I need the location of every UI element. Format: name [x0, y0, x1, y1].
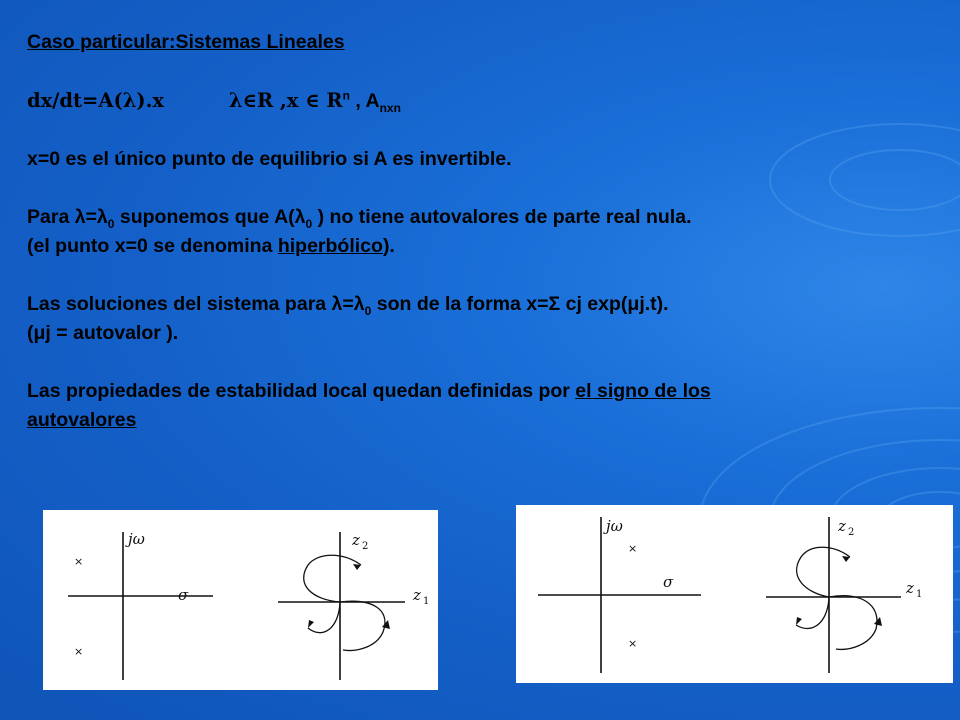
imag-axis-label-right: jω — [606, 517, 623, 535]
trajectory-3-right — [796, 597, 829, 629]
stability-pre: Las propiedades de estabilidad local quedan definidas por — [27, 380, 576, 402]
hyper-pre: (el punto x=0 se denomina — [27, 235, 278, 257]
slide-content — [27, 28, 927, 435]
equation-sub-nxn: nxn — [379, 100, 401, 115]
pole-marker-upper-left: × — [74, 555, 84, 568]
mu-definition: (μj = autovalor ). — [27, 322, 179, 344]
real-axis-label-left: σ — [178, 586, 189, 604]
z-plane-right — [766, 517, 922, 673]
figure-left-svg — [43, 510, 438, 690]
z1-sub-left: 1 — [423, 596, 430, 607]
s-plane-right — [538, 517, 701, 673]
pole-marker-lower-left: × — [74, 645, 84, 658]
para-part1: Para λ=λ — [27, 206, 108, 228]
hyper-post: ). — [382, 235, 395, 257]
system-equation — [27, 86, 927, 116]
figure-right-svg — [516, 505, 953, 683]
equilibrium-statement: x=0 es el único punto de equilibrio si A es invertible. — [27, 148, 512, 170]
solutions-form — [27, 290, 927, 319]
para-sub1: 0 — [107, 216, 115, 231]
para-part3: ) no tiene autovalores de parte real nula. — [312, 206, 692, 228]
para-sub2: 0 — [305, 216, 313, 231]
z2-label-left: z — [352, 531, 360, 549]
trajectory-3-left — [308, 602, 340, 633]
figure-left — [43, 510, 438, 690]
z2-sub-left: 2 — [362, 541, 369, 552]
real-axis-label-right: σ — [663, 573, 674, 591]
hyperbolic-definition — [27, 232, 927, 261]
pole-marker-upper-right: × — [628, 542, 638, 555]
arrowhead-1-left — [353, 564, 361, 570]
z-plane-left — [278, 531, 429, 680]
equation-sup-n: n — [342, 88, 350, 103]
equation-sep: , A — [349, 90, 380, 112]
hyperbolic-link[interactable]: hiperbólico — [277, 235, 383, 257]
arrowhead-3-right — [796, 617, 802, 625]
slide-title: Caso particular:Sistemas Lineales — [27, 31, 345, 53]
para-part2: suponemos que A(λ — [114, 206, 306, 228]
arrowhead-2-right — [874, 617, 882, 626]
figure-right — [516, 505, 953, 683]
z1-sub-right: 1 — [916, 589, 923, 600]
z1-label-left: z — [413, 586, 421, 604]
stability-link-2[interactable]: autovalores — [27, 409, 137, 431]
stability-link-1[interactable]: el signo de los — [575, 380, 711, 402]
imag-axis-label-left: jω — [128, 530, 145, 548]
arrowhead-1-right — [842, 556, 850, 562]
solutions-post: son de la forma x=Σ cj exp(μj.t). — [371, 293, 669, 315]
equation-main: dx/dt=A(λ).x — [27, 89, 165, 112]
trajectory-1-left — [304, 555, 361, 602]
trajectory-1-right — [797, 547, 850, 597]
solutions-pre: Las soluciones del sistema para λ=λ — [27, 293, 365, 315]
solutions-sub: 0 — [364, 303, 372, 318]
arrowhead-3-left — [308, 620, 314, 628]
stability-statement — [27, 377, 927, 406]
stability-statement-cont — [27, 406, 927, 435]
trajectory-2-left — [340, 601, 385, 650]
equation-domain: λ∈R ,x ∈ R — [228, 89, 343, 112]
z2-label-right: z — [838, 517, 846, 535]
pole-marker-lower-right: × — [628, 637, 638, 650]
z2-sub-right: 2 — [848, 527, 855, 538]
trajectory-2-right — [829, 596, 877, 650]
s-plane-left — [68, 530, 213, 680]
z1-label-right: z — [906, 579, 914, 597]
hyperbolic-condition — [27, 203, 927, 232]
arrowhead-2-left — [382, 620, 390, 629]
